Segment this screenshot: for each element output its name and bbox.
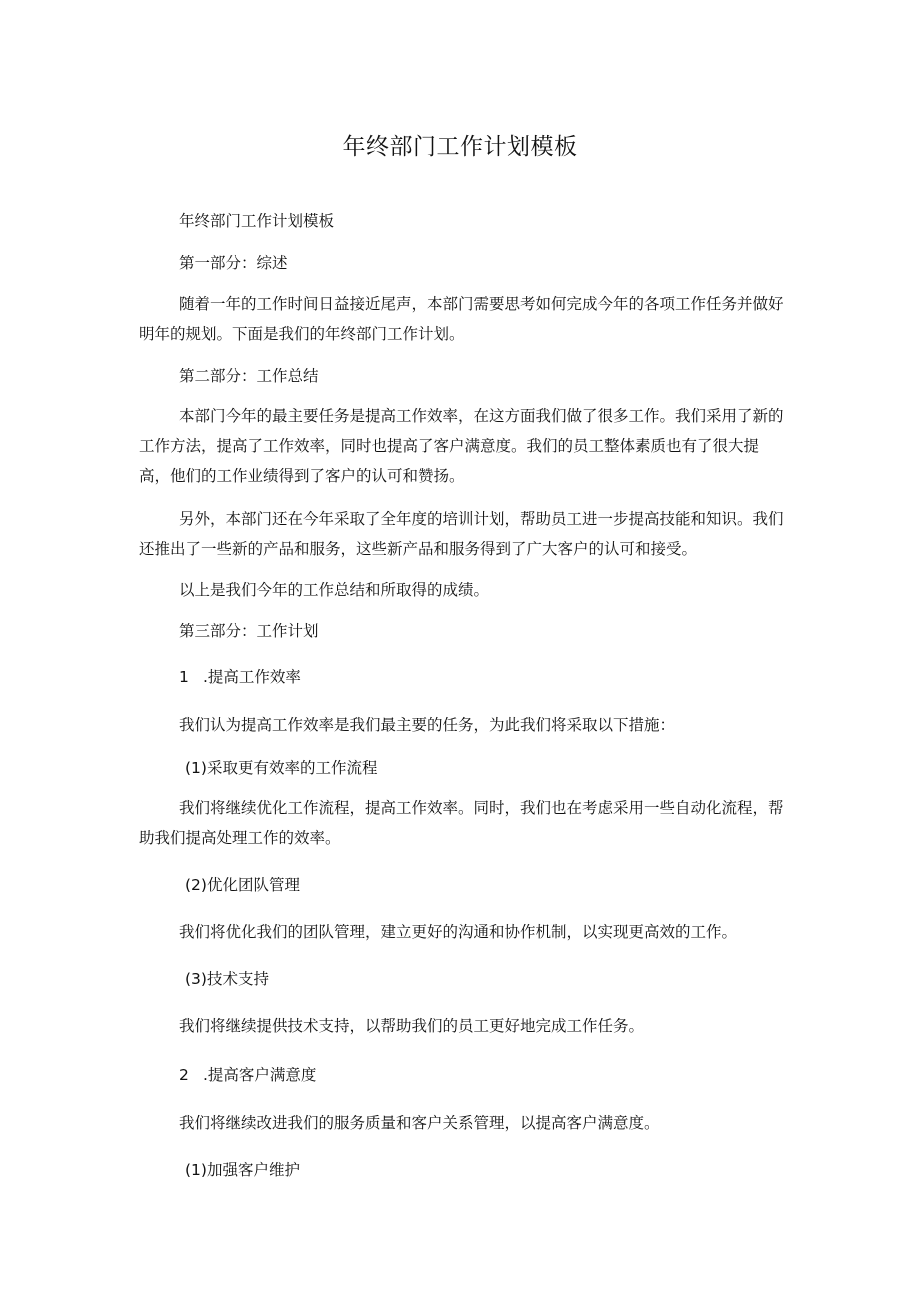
- paragraph-summary-2: 另外，本部门还在今年采取了全年度的培训计划，帮助员工进一步提高技能和知识。我们还推出了一些新的产品和服务，这些新产品和服务得到了广大客户的认可和接受。: [139, 510, 784, 558]
- list-item-label: .提高工作效率: [203, 668, 301, 686]
- section-heading-2: 第二部分：工作总结: [179, 367, 319, 385]
- paragraph-sub-1: 我们将继续优化工作流程，提高工作效率。同时，我们也在考虑采用一些自动化流程，帮助我们提高处理工作的效率。: [139, 799, 784, 847]
- list-item-label: .提高客户满意度: [203, 1066, 317, 1084]
- paragraph-sub-2: 我们将优化我们的团队管理，建立更好的沟通和协作机制，以实现更高效的工作。: [179, 923, 738, 941]
- paragraph-summary-1: 本部门今年的最主要任务是提高工作效率，在这方面我们做了很多工作。我们采用了新的工作方法，提高了工作效率，同时也提高了客户满意度。我们的员工整体素质也有了很大提高，他们的工作业绩得到了客户的认可和赞扬。: [139, 407, 784, 485]
- subtitle: 年终部门工作计划模板: [179, 212, 335, 230]
- document-title: 年终部门工作计划模板: [342, 134, 578, 160]
- list-item-2: [179, 1060, 789, 1090]
- paragraph-sub-3: 我们将继续提供技术支持，以帮助我们的员工更好地完成工作任务。: [179, 1017, 645, 1035]
- paragraph-customer: 我们将继续改进我们的服务质量和客户关系管理，以提高客户满意度。: [179, 1114, 660, 1132]
- list-number: 2: [179, 1066, 189, 1084]
- sub-item-4: (1)加强客户维护: [185, 1161, 300, 1179]
- list-item-1: [179, 662, 789, 692]
- sub-item-1: (1)采取更有效率的工作流程: [185, 759, 378, 777]
- section-heading-3: 第三部分：工作计划: [179, 622, 319, 640]
- paragraph-summary-3: 以上是我们今年的工作总结和所取得的成绩。: [179, 581, 490, 599]
- section-heading-1: 第一部分：综述: [179, 254, 288, 272]
- paragraph-plan-intro: 我们认为提高工作效率是我们最主要的任务，为此我们将采取以下措施：: [179, 716, 676, 734]
- paragraph-overview: 随着一年的工作时间日益接近尾声，本部门需要思考如何完成今年的各项工作任务并做好明年的规划。下面是我们的年终部门工作计划。: [139, 295, 784, 343]
- list-number: 1: [179, 668, 189, 686]
- sub-item-2: (2)优化团队管理: [185, 876, 300, 894]
- sub-item-3: (3)技术支持: [185, 970, 269, 988]
